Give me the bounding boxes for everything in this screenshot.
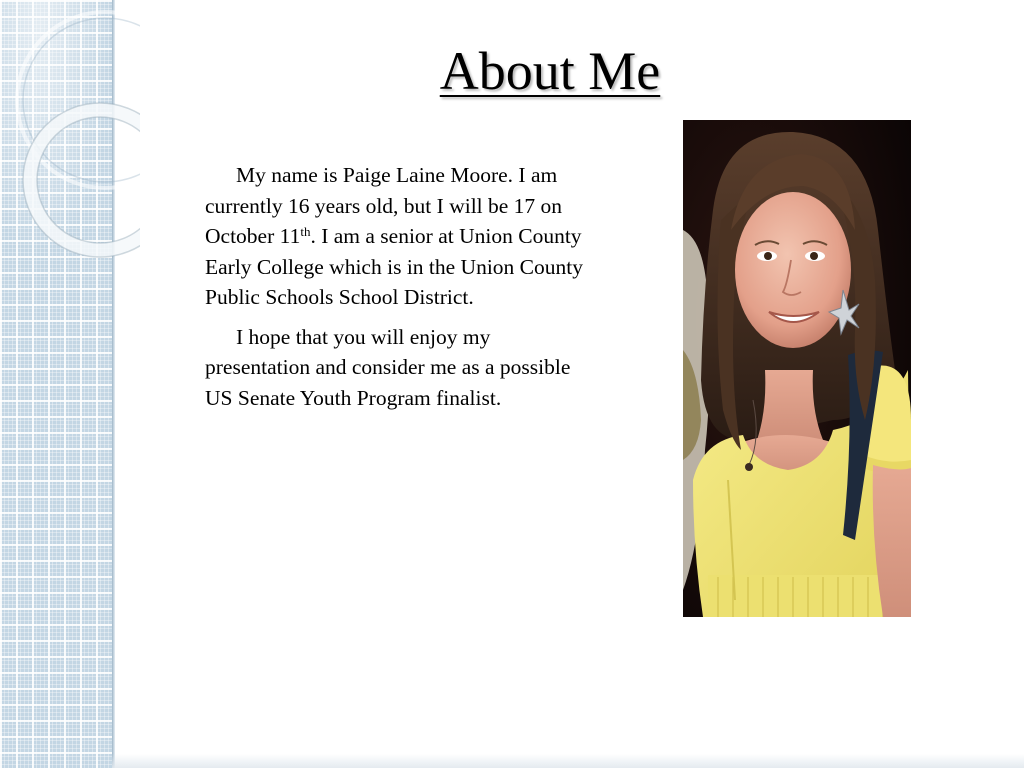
intro-text-part1: My name is Paige Laine Moore. I am currently 16 years old, but I will be 17 on October 11 xyxy=(205,163,563,248)
ordinal-suffix: th xyxy=(300,224,311,239)
paragraph-intro xyxy=(205,160,590,313)
decorative-rings xyxy=(0,0,140,270)
portrait-illustration xyxy=(683,120,911,617)
body-text xyxy=(205,160,590,422)
portrait-photo xyxy=(683,120,911,617)
paragraph-closing: I hope that you will enjoy my presentation and consider me as a possible US Senate Youth Program finalist. xyxy=(205,324,571,410)
intro-text-part2: . I am a senior at Union County Early College which is in the Union County Public Schools School District. xyxy=(205,224,583,309)
bottom-edge-shade xyxy=(112,754,1024,768)
slide-title: About Me xyxy=(439,41,661,101)
